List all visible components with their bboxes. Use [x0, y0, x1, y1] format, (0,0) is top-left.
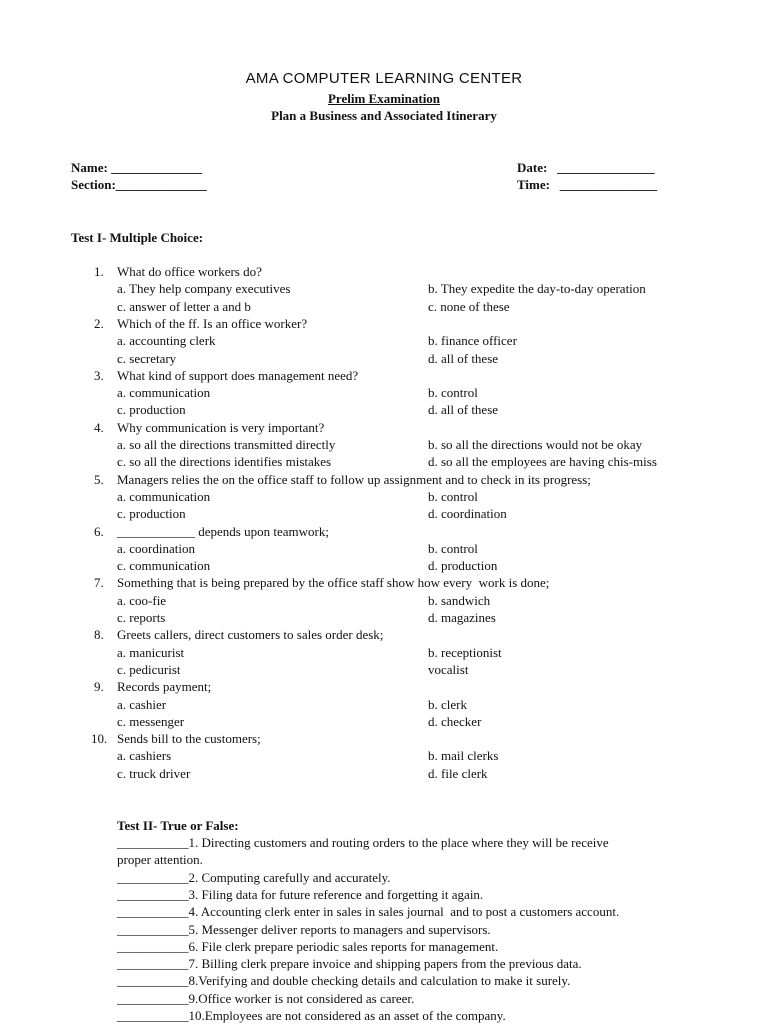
answer-option: a. manicurist [117, 644, 185, 660]
question-number: 7. [94, 575, 104, 591]
question-2 [0, 315, 768, 332]
answer-option: c. none of these [428, 298, 510, 314]
question-number: 1. [94, 264, 104, 279]
true-false-item: ___________1. Directing customers and routing orders to the place where they will be receive [117, 835, 609, 850]
answer-option: d. so all the employees are having chis-miss [428, 454, 657, 470]
question-9 [0, 678, 768, 695]
answer-option: b. control [428, 540, 478, 556]
answer-option: b. sandwich [428, 592, 491, 608]
question-number: 2. [94, 315, 104, 331]
true-false-item: ___________10.Employees are not considered as an asset of the company. [117, 1008, 506, 1023]
question-text: Why communication is very important? [117, 419, 325, 435]
true-false-item: ___________5. Messenger deliver reports to managers and supervisors. [117, 921, 491, 937]
answer-option: b. mail clerks [428, 748, 499, 764]
answer-option: b. They expedite the day-to-day operation [428, 281, 646, 297]
section-field: Section:______________ [71, 177, 207, 192]
answer-option: b. control [428, 488, 478, 504]
true-false-item: ___________8.Verifying and double checking details and calculation to make it surely. [117, 973, 571, 989]
option-row [0, 401, 768, 418]
true-false-item: ___________4. Accounting clerk enter in sales in sales journal and to post a customers account. [117, 904, 620, 920]
test2-title: Test II- True or False: [117, 818, 239, 833]
option-row [0, 505, 768, 522]
question-4 [0, 419, 768, 436]
answer-option: a. cashier [117, 696, 167, 712]
option-row [0, 557, 768, 574]
question-text: What do office workers do? [117, 264, 262, 279]
answer-option: b. clerk [428, 696, 467, 712]
option-row [0, 280, 768, 297]
option-row [0, 609, 768, 626]
question-10 [0, 730, 768, 747]
question-8 [0, 626, 768, 643]
question-text: Sends bill to the customers; [117, 731, 261, 747]
option-row [0, 747, 768, 764]
answer-option: c. truck driver [117, 765, 191, 781]
answer-option: c. secretary [117, 350, 177, 366]
answer-option: c. reports [117, 610, 166, 625]
option-row [0, 384, 768, 401]
option-row [0, 713, 768, 730]
test1-title: Test I- Multiple Choice: [71, 230, 204, 245]
answer-option: c. answer of letter a and b [117, 298, 251, 314]
true-false-item: ___________6. File clerk prepare periodic sales reports for management. [117, 938, 499, 954]
answer-option: c. messenger [117, 713, 185, 729]
option-row [0, 436, 768, 453]
answer-option: a. communication [117, 385, 211, 401]
answer-option: b. control [428, 385, 478, 401]
answer-option: d. all of these [428, 350, 499, 366]
question-6 [0, 523, 768, 540]
subject-title: Plan a Business and Associated Itinerary [271, 108, 497, 123]
answer-option: vocalist [428, 661, 469, 677]
question-number: 3. [94, 367, 104, 383]
question-text: Managers relies the on the office staff to follow up assignment and to check in its progress; [117, 471, 591, 487]
question-text: Something that is being prepared by the office staff show how every work is done; [117, 575, 550, 591]
option-row [0, 696, 768, 713]
question-1 [0, 263, 768, 280]
answer-option: c. so all the directions identifies mistakes [117, 454, 332, 470]
question-number: 4. [94, 419, 104, 435]
time-field: Time: _______________ [517, 177, 658, 192]
option-row [0, 661, 768, 678]
answer-option: d. checker [428, 713, 482, 729]
question-text: What kind of support does management need? [117, 367, 359, 383]
question-number: 8. [94, 627, 104, 643]
answer-option: c. production [117, 402, 186, 418]
org-title: AMA COMPUTER LEARNING CENTER [245, 70, 523, 87]
question-text: Which of the ff. Is an office worker? [117, 315, 308, 331]
answer-option: d. magazines [428, 610, 496, 625]
true-false-item: ___________7. Billing clerk prepare invoice and shipping papers from the previous data. [117, 956, 582, 972]
exam-title: Prelim Examination [327, 91, 441, 106]
option-row [0, 298, 768, 315]
question-7 [0, 574, 768, 591]
question-text: Greets callers, direct customers to sales order desk; [117, 627, 384, 643]
question-5 [0, 471, 768, 488]
answer-option: c. communication [117, 558, 211, 574]
answer-option: d. production [428, 558, 498, 574]
option-row [0, 453, 768, 470]
true-false-item: proper attention. [117, 852, 203, 868]
question-number: 6. [94, 523, 104, 539]
answer-option: c. production [117, 506, 186, 522]
true-false-item: ___________2. Computing carefully and accurately. [117, 869, 391, 885]
answer-option: a. coordination [117, 540, 195, 556]
answer-option: b. so all the directions would not be okay [428, 437, 643, 452]
answer-option: b. receptionist [428, 644, 502, 660]
answer-option: a. coo-fie [117, 592, 167, 608]
option-row [0, 765, 768, 782]
question-3 [0, 367, 768, 384]
answer-option: d. all of these [428, 402, 499, 418]
answer-option: d. file clerk [428, 765, 488, 781]
true-false-item: ___________3. Filing data for future reference and forgetting it again. [117, 886, 484, 902]
option-row [0, 488, 768, 505]
date-field: Date: _______________ [517, 160, 655, 175]
answer-option: a. accounting clerk [117, 333, 216, 349]
option-row [0, 540, 768, 557]
question-number: 10. [91, 731, 108, 747]
question-text: Records payment; [117, 679, 212, 695]
option-row [0, 592, 768, 609]
answer-option: d. coordination [428, 506, 507, 522]
true-false-item: ___________9.Office worker is not considered as career. [117, 990, 415, 1006]
answer-option: a. communication [117, 488, 211, 504]
option-row [0, 644, 768, 661]
answer-option: a. They help company executives [117, 281, 291, 297]
option-row [0, 332, 768, 349]
question-number: 5. [94, 471, 104, 487]
question-number: 9. [94, 679, 104, 695]
option-row [0, 350, 768, 367]
answer-option: c. pedicurist [117, 661, 181, 677]
name-field: Name: ______________ [71, 160, 203, 175]
answer-option: b. finance officer [428, 333, 517, 349]
answer-option: a. cashiers [117, 748, 172, 764]
question-text: ____________ depends upon teamwork; [117, 523, 329, 539]
answer-option: a. so all the directions transmitted directly [117, 437, 336, 452]
